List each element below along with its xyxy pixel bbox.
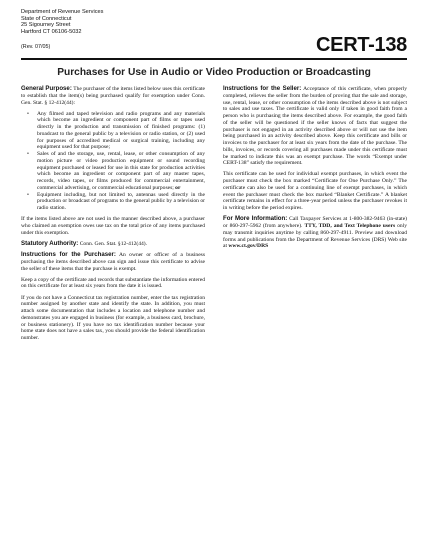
certificate-usage-paragraph: This certificate can be used for individual exempt purchases, in which event the purchaser must check the box marked “Certificate for One Purchase Only.” The certificate can also be used for a continuing line of exempt purchases, in which event the purchaser must check the box marked “Blanket Certificate.” A blanket certificate remains in effect for a three-year period unless the purchaser revokes it in writing before the period expires. (223, 171, 407, 212)
registration-number-paragraph: If you do not have a Connecticut tax registration number, enter the tax registration number assigned by another state and identify the state. In addition, you must attach some documentation that includes a location and telephone number and demonstrates you are engaged in business (for example, a business card, brochure, or business stationery). If you have no tax identification number because your home state does not have a sales tax, you should provide the federal identification number. (21, 294, 205, 342)
list-item (37, 151, 205, 192)
purchaser-instructions-heading: Instructions for the Purchaser: (21, 251, 116, 259)
address-line: 25 Sigourney Street (21, 22, 71, 29)
agency-address (21, 9, 103, 35)
seller-instructions (223, 86, 407, 167)
list-item (37, 192, 205, 212)
address-line: State of Connecticut (21, 15, 72, 22)
statutory-authority-heading: Statutory Authority: (21, 239, 79, 247)
record-keeping-paragraph: Keep a copy of the certificate and records that substantiate the information entered on this certificate for at least six years from the date it is issued. (21, 276, 205, 290)
general-purpose-intro: The purchaser of the items listed below uses this certificate to establish that the item(s) being purchased qualify for exemption under Conn. Gen. Stat. § 12-412(44): (21, 86, 205, 106)
purchaser-instructions-text: An owner or officer of a business purchasing the items described above can sign and issue this certificate to advise the seller of these items that the purchase is exempt. (21, 252, 205, 272)
seller-instructions-text: Acceptance of this certificate, when properly completed, relieves the seller from the burden of proving that the sale and storage, use, rental, lease, or other consumption of the items described above is not subject to sales and use taxes. The certificate is valid only if taken in good faith from a person who is purchasing the items described above. For example, the good faith of the seller will be questioned if the seller knows of facts that suggest the purchaser is not engaged in an activity described above or will not use the item being purchased in an activity described above. Keep this certificate and bills or invoices to the purchaser for at least six years from the date of the purchase. The bills, invoices, or records covering all purchases made under this certificate must be marked to indicate this was an exempt purchase. The words “Exempt under CERT-138” satisfy the requirement. (223, 86, 407, 167)
page-title: Purchases for Use in Audio or Video Production or Broadcasting (57, 67, 371, 78)
form-number: CERT-138 (316, 34, 407, 56)
exempt-items-list (21, 111, 205, 212)
right-column (223, 86, 407, 254)
revision-date: (Rev. 07/05) (21, 44, 51, 50)
drs-website-link[interactable]: www.ct.gov/DRS (228, 243, 269, 250)
more-information-text: only may transmit inquiries anytime by calling 860-297-4911. Preview and download forms and publications from the Department of Revenue Services (DRS) Web site at (223, 223, 408, 250)
statutory-authority (21, 241, 205, 248)
address-line: Hartford CT 06106-5032 (21, 28, 82, 35)
general-purpose-section (21, 86, 205, 106)
more-information-phone: Call Taxpayer Services at 1-800-382-9463 (in-state) or 860-297-5962 (from anywhere). (223, 216, 408, 230)
seller-instructions-heading: Instructions for the Seller: (223, 85, 302, 92)
use-tax-note: If the items listed above are not used in the manner described above, a purchaser who claimed an exemption owes use tax on the total price of any items purchased under this exemption. (21, 216, 205, 236)
list-item (37, 111, 205, 152)
list-item-text: Equipment including, but not limited to, antennas used directly in the production or broadcast of programs to the general public by a television or radio station. (37, 191, 205, 212)
purchaser-instructions (21, 252, 205, 272)
list-joiner: or (175, 184, 181, 191)
general-purpose-heading: General Purpose: (21, 85, 72, 92)
left-column (21, 86, 205, 346)
statutory-authority-text: Conn. Gen. Stat. §12-412(44). (79, 240, 148, 247)
header-rule (21, 58, 407, 60)
address-line: Department of Revenue Services (21, 9, 104, 15)
more-information-heading: For More Information: (223, 215, 288, 223)
list-item-text: Sales of and the storage, use, rental, lease, or other consumption of any motion picture or video production equipment or sound recording equipment purchased or leased for use in this state for production activities which become an ingredient or component part of any master tapes, records, video tapes, or films produced for commercial entertainment, commercial advertising, or commercial educational purposes; (37, 151, 205, 191)
list-item-text: Any filmed and taped television and radio programs and any materials which become an ingredient or component part of films or tapes used directly in the production and transmission of finished programs: (1) broadcast to the general public by a television or radio station, or (2) used for purposes of accredited medical or surgical training, including any equipment used for that purpose; (37, 110, 205, 151)
tty-users-label: TTY, TDD, and Text Telephone users (304, 223, 396, 230)
more-information (223, 216, 407, 250)
